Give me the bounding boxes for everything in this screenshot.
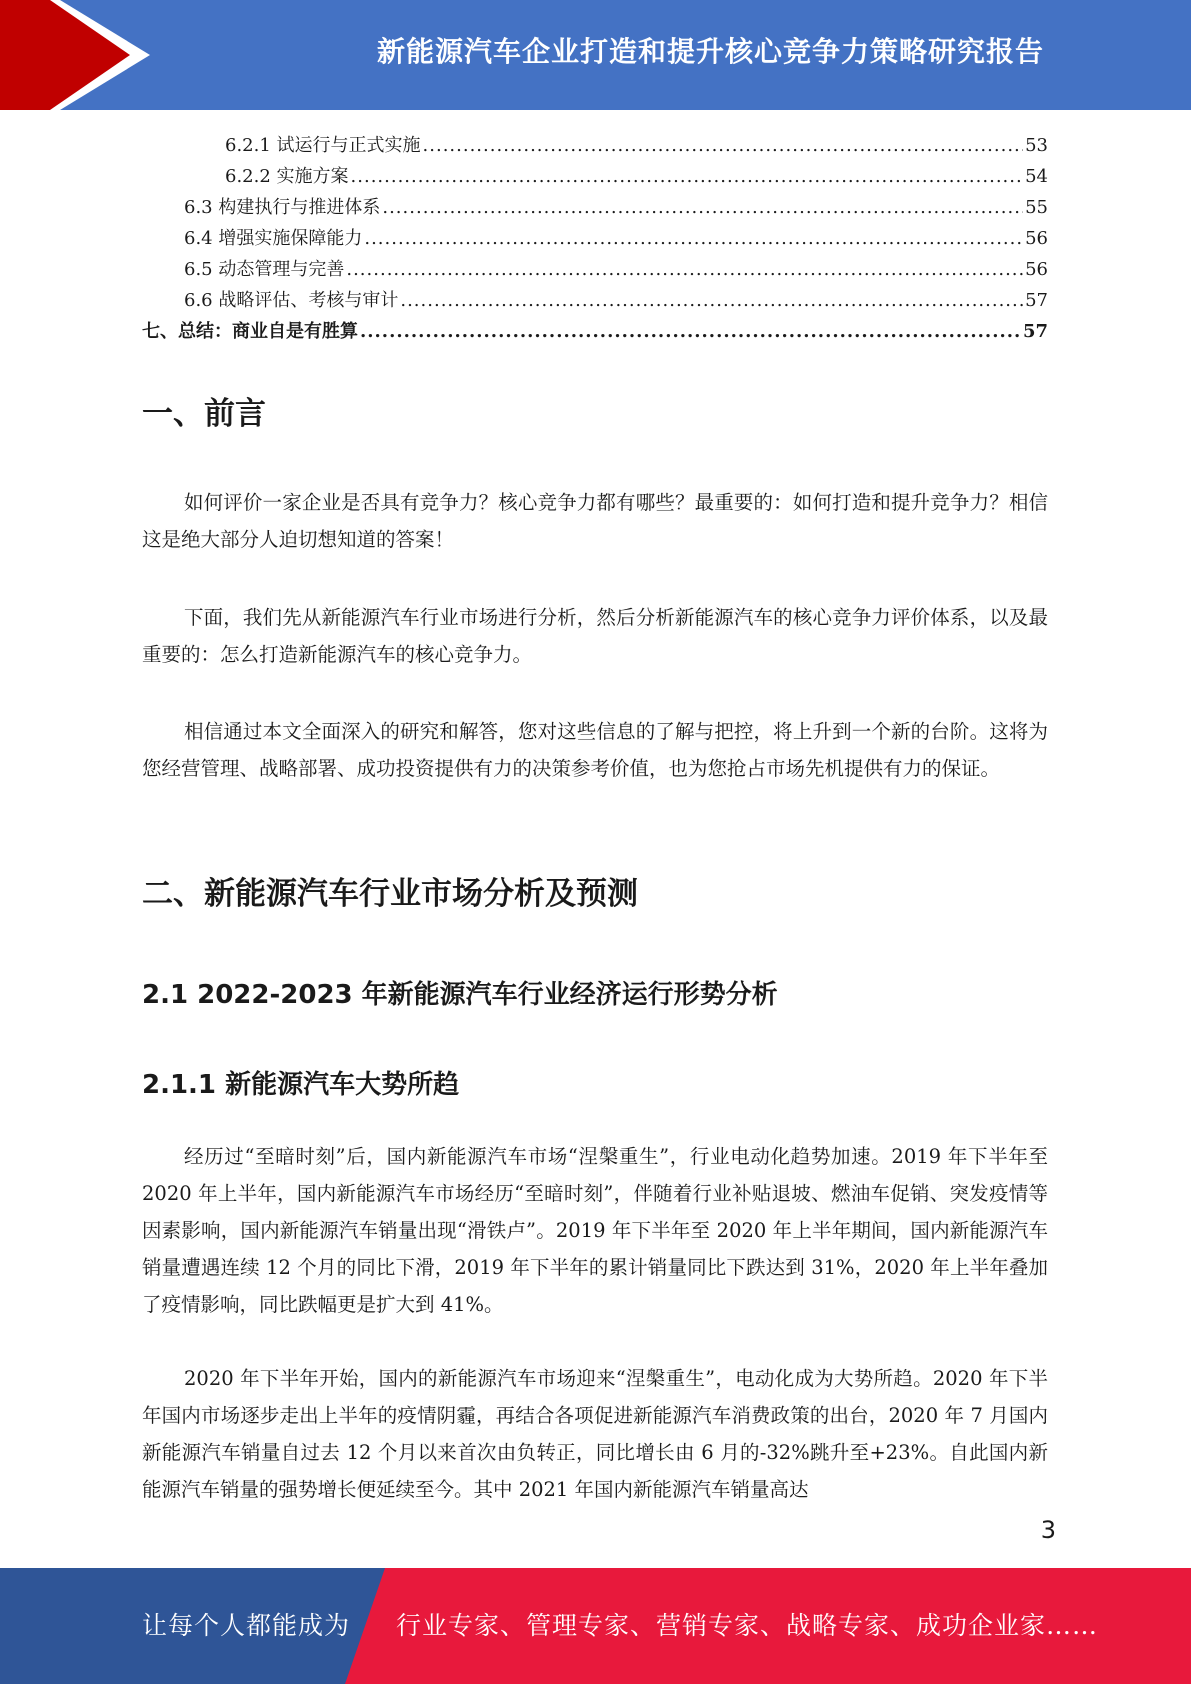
subsection-heading: 2.1 2022-2023 年新能源汽车行业经济运行形势分析 (142, 980, 778, 1010)
body-paragraph: 2020 年下半年开始，国内的新能源汽车市场迎来“涅槃重生”，电动化成为大势所趋。2020 年下半年国内市场逐步走出上半年的疫情阴霾，再结合各项促进新能源汽车消费政策的出台，2020 年 7 月国内新能源汽车销量自过去 12 个月以来首次由负转正，同比增长由 6 月的-32%跳升至+23%。自此国内新能源汽车销量的强势增长便延续至今。其中 2021 年国内新能源汽车销量高达 (142, 1367, 1048, 1501)
toc-entry-page: 54 (1025, 166, 1048, 187)
toc-entry-page: 56 (1025, 259, 1048, 280)
page-footer (0, 1568, 1191, 1684)
toc-leader-dots (364, 223, 1023, 254)
table-of-contents (142, 130, 1048, 347)
toc-entry-title: 6.4 增强实施保障能力 (184, 228, 363, 249)
toc-leader-dots (423, 130, 1024, 161)
toc-entry[interactable] (142, 161, 1048, 192)
header-chevron-icon (0, 0, 160, 110)
toc-leader-dots (346, 254, 1023, 285)
toc-entry-title: 6.3 构建执行与推进体系 (184, 197, 381, 218)
toc-entry[interactable] (142, 130, 1048, 161)
body-paragraph: 相信通过本文全面深入的研究和解答，您对这些信息的了解与把控，将上升到一个新的台阶。这将为您经营管理、战略部署、成功投资提供有力的决策参考价值，也为您抢占市场先机提供有力的保证。 (142, 720, 1048, 780)
toc-entry[interactable] (142, 254, 1048, 285)
toc-entry-page: 55 (1025, 197, 1048, 218)
body-paragraph: 下面，我们先从新能源汽车行业市场进行分析，然后分析新能源汽车的核心竞争力评价体系，以及最重要的：怎么打造新能源汽车的核心竞争力。 (142, 606, 1048, 666)
toc-leader-dots (351, 161, 1024, 192)
toc-entry-title: 七、总结：商业自是有胜算 (142, 321, 358, 342)
section-heading-preface: 一、前言 (142, 396, 266, 432)
toc-entry[interactable] (142, 223, 1048, 254)
toc-entry[interactable] (142, 192, 1048, 223)
page-number: 3 (1040, 1516, 1056, 1544)
toc-entry[interactable] (142, 285, 1048, 316)
toc-entry-page: 53 (1025, 135, 1048, 156)
subsubsection-heading: 2.1.1 新能源汽车大势所趋 (142, 1070, 460, 1100)
toc-leader-dots (400, 285, 1023, 316)
toc-entry-page: 57 (1025, 290, 1048, 311)
toc-entry-title: 6.5 动态管理与完善 (184, 259, 345, 280)
body-paragraph: 经历过“至暗时刻”后，国内新能源汽车市场“涅槃重生”，行业电动化趋势加速。2019 年下半年至 2020 年上半年，国内新能源汽车市场经历“至暗时刻”，伴随着行业补贴退坡、燃油车促销、突发疫情等因素影响，国内新能源汽车销量出现“滑铁卢”。2019 年下半年至 2020 年上半年期间，国内新能源汽车销量遭遇连续 12 个月的同比下滑，2019 年下半年的累计销量同比下跌达到 31%，2020 年上半年叠加了疫情影响，同比跌幅更是扩大到 41%。 (142, 1145, 1048, 1316)
toc-entry-title: 6.6 战略评估、考核与审计 (184, 290, 399, 311)
section-heading-market: 二、新能源汽车行业市场分析及预测 (142, 876, 638, 912)
body-paragraph: 如何评价一家企业是否具有竞争力？核心竞争力都有哪些？最重要的：如何打造和提升竞争力？相信这是绝大部分人迫切想知道的答案！ (142, 491, 1048, 551)
toc-entry-page: 57 (1022, 321, 1048, 342)
toc-entry-page: 56 (1025, 228, 1048, 249)
toc-leader-dots (360, 316, 1021, 347)
page-header (0, 0, 1191, 110)
toc-leader-dots (382, 192, 1023, 223)
toc-entry[interactable] (142, 316, 1048, 347)
footer-slogan-left: 让每个人都能成为 (142, 1611, 351, 1640)
report-title: 新能源汽车企业打造和提升核心竞争力策略研究报告 (376, 35, 1044, 68)
footer-slogan-right: 行业专家、管理专家、营销专家、战略专家、成功企业家…… (396, 1611, 1099, 1640)
toc-entry-title: 6.2.1 试运行与正式实施 (225, 135, 421, 156)
toc-entry-title: 6.2.2 实施方案 (225, 166, 349, 187)
